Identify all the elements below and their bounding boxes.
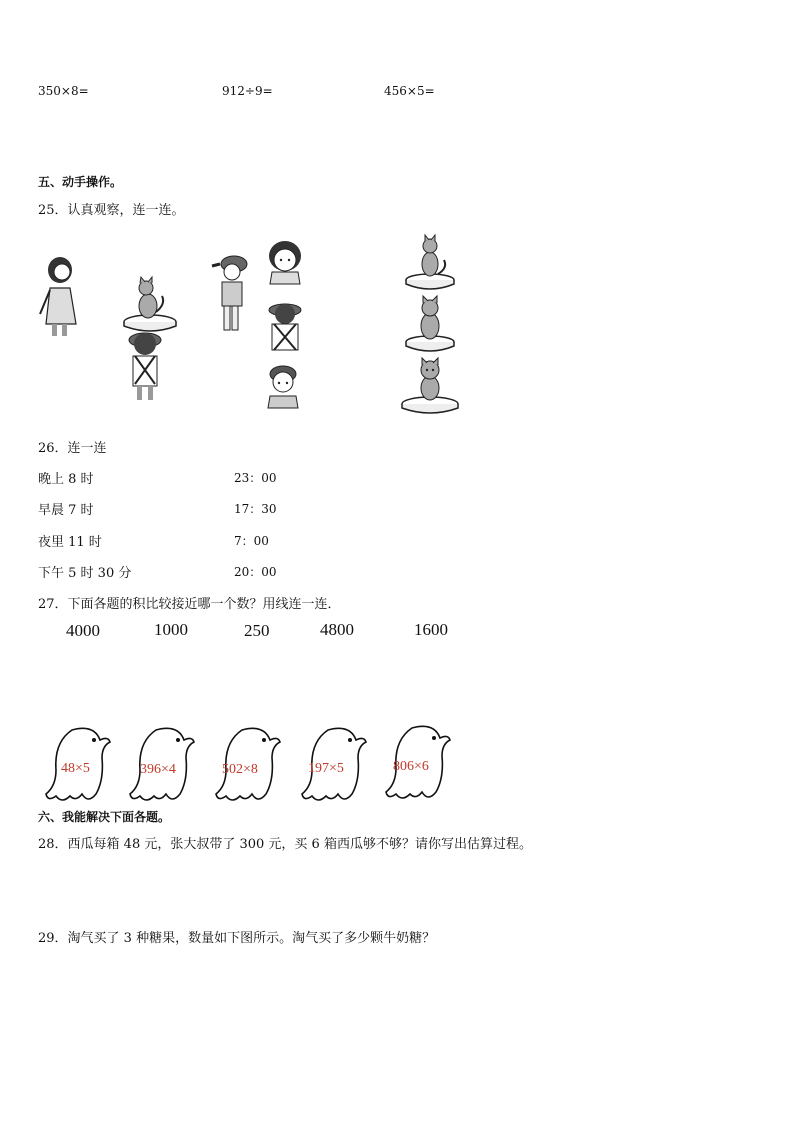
- time-phrase-1: 晚上 8 时: [38, 472, 94, 487]
- problem-2: 912÷9=: [222, 84, 273, 98]
- hat-child-back-option: [266, 300, 304, 352]
- time-phrase-2: 早晨 7 时: [38, 503, 94, 518]
- time-phrase-4: 下午 5 时 30 分: [38, 566, 132, 581]
- question-27: 27．下面各题的积比较接近哪一个数？用线连一连．: [38, 597, 341, 612]
- cat-side-option: [404, 234, 456, 292]
- question-26: 26．连一连: [38, 441, 107, 456]
- child-with-hat-back: [124, 328, 166, 404]
- expression-4: 197×5: [308, 761, 344, 776]
- target-number-2: 1000: [154, 620, 188, 639]
- cat-front-option: [400, 356, 460, 416]
- expression-3: 502×8: [222, 762, 258, 777]
- section-5-title: 五、动手操作。: [38, 175, 123, 189]
- clock-time-3: 7：00: [234, 534, 269, 548]
- clock-time-1: 23：00: [234, 471, 277, 485]
- target-number-3: 250: [244, 621, 270, 640]
- girl-figure: [36, 254, 82, 340]
- cat-on-platform: [122, 274, 178, 334]
- expression-5: 806×6: [393, 759, 429, 774]
- target-number-5: 1600: [414, 620, 448, 639]
- question-25: 25．认真观察，连一连。: [38, 203, 185, 218]
- target-number-4: 4800: [320, 620, 354, 639]
- expression-2: 396×4: [140, 762, 176, 777]
- clock-time-4: 20：00: [234, 565, 277, 579]
- target-number-1: 4000: [66, 621, 100, 640]
- clock-time-2: 17：30: [234, 502, 277, 516]
- girl-head-option: [266, 240, 304, 284]
- section-6-title: 六、我能解决下面各题。: [38, 810, 171, 824]
- question-29: 29．淘气买了 3 种糖果，数量如下图所示。淘气买了多少颗牛奶糖？: [38, 931, 436, 946]
- cat-back-option: [404, 294, 456, 354]
- time-phrase-3: 夜里 11 时: [38, 535, 102, 550]
- question-28: 28．西瓜每箱 48 元，张大叔带了 300 元，买 6 箱西瓜够不够？请你写出估算过程。: [38, 837, 532, 852]
- problem-3: 456×5=: [384, 84, 435, 98]
- boy-side-figure: [210, 252, 252, 336]
- boy-head-option: [266, 364, 300, 408]
- problem-1: 350×8=: [38, 84, 89, 98]
- expression-1: 48×5: [61, 761, 90, 776]
